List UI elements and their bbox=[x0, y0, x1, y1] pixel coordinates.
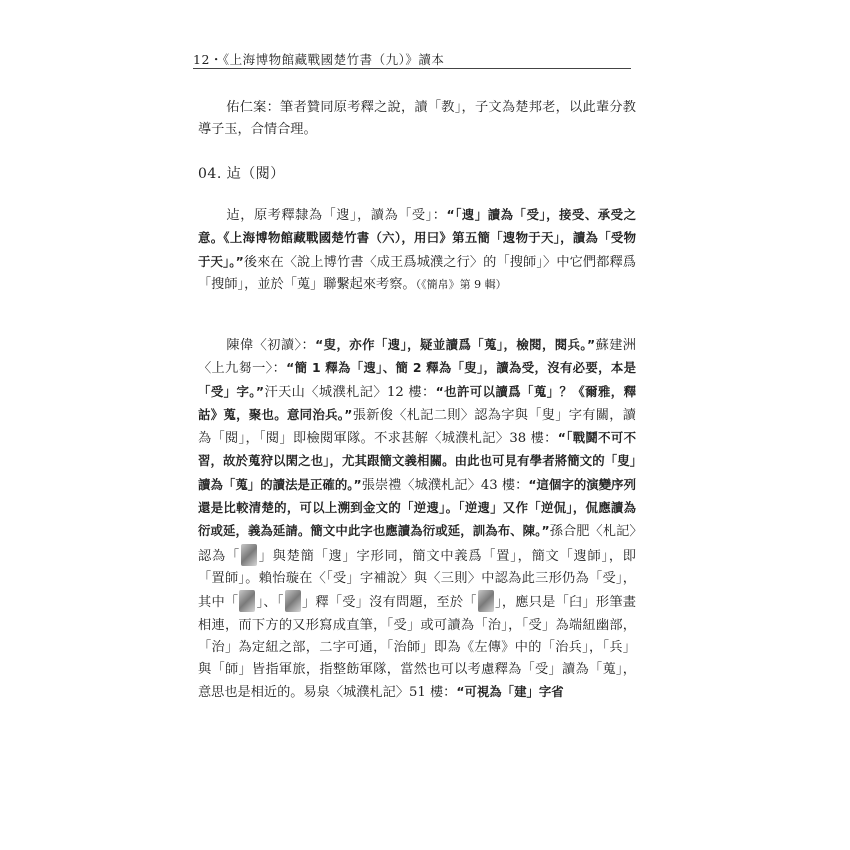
paragraph-3 bbox=[198, 334, 636, 705]
paragraph-2 bbox=[198, 204, 636, 296]
p3-text-c: 汗天山〈城濮札記〉12 樓： bbox=[264, 384, 436, 400]
p3-text-g: 」與楚簡「遚」字形同，簡文中義爲「置」，簡文「遚師」，即「置師」。賴怡璇在〈「受」字補說〉與〈三則〉中認為此三形仍為「受」，其中「 bbox=[198, 548, 636, 611]
p3-quote-3: “也許可以讀爲「蒐」？《爾雅，釋詁》蒐，聚也。意同治兵。” bbox=[198, 383, 636, 422]
p3-text-h: 」、「 bbox=[256, 595, 284, 611]
p3-quote-4: “「戰鬪不可不習，故於蒐狩以閑之也」，尤其跟簡文義相關。由此也可見有學者將簡文的「叟」讀為「蒐」的讀法是正確的。” bbox=[198, 430, 636, 492]
bamboo-slip-character-image-2 bbox=[239, 590, 255, 612]
p3-text-a: 陳偉〈初讀〉： bbox=[226, 338, 316, 353]
p3-text-d: 張新俊〈札記二則〉認為字與「叟」字有關，讀為「閱」，「閱」即檢閱軍隊。不求甚解〈城濮札記〉38 樓： bbox=[198, 407, 636, 447]
p3-quote-5: “這個字的演變序列還是比較清楚的，可以上溯到金文的「逆遚」。「逆遚」又作「逆侃」，侃應讀為衍或延，義為延請。簡文中此字也應讀為衍或延，訓為布、陳。” bbox=[198, 476, 636, 539]
section1-text: 佑仁案：筆者贊同原考釋之說，讀「教」，子文為楚邦老，以此輩分教導子玉，合情合理。 bbox=[198, 100, 636, 138]
p2-note: （《簡帛》第 9 輯） bbox=[415, 277, 507, 291]
header-rule bbox=[193, 68, 631, 69]
p3-quote-2: “簡 1 釋為「遚」、簡 2 釋為「叟」，讀為受，沒有必要，本是「受」字。” bbox=[198, 360, 636, 399]
p3-text-f: 孫合肥〈札記〉認為「 bbox=[198, 524, 636, 564]
p3-text-e: 張崇禮〈城濮札記〉43 樓： bbox=[361, 477, 529, 493]
p2-text-b: 後來在〈說上博竹書〈成王爲城濮之行〉的「搜師」〉中它們都釋爲「搜師」，並於「蒐」聯繫起來考察。 bbox=[198, 254, 636, 292]
p2-text-a: 迠，原考釋隸為「遚」，讀為「受」： bbox=[226, 208, 447, 223]
p3-quote-6: “可視為「建」字省 bbox=[456, 684, 564, 700]
running-header: 12・《上海博物館藏戰國楚竹書（九）》讀本 bbox=[193, 52, 445, 67]
p3-quote-1: “叟，亦作「遚」，疑並讀爲「蒐」，檢閱，閱兵。” bbox=[315, 337, 596, 352]
bamboo-slip-character-image-4 bbox=[478, 590, 494, 612]
p2-quote-1: “「遚」讀為「受」，接受、承受之意。《上海博物館藏戰國楚竹書（六），用曰》第五簡「遚物于天」，讀為「受物于天」。” bbox=[198, 207, 636, 269]
section-heading: 04. 迠（閱） bbox=[198, 166, 285, 182]
section1-paragraph bbox=[198, 97, 636, 142]
p3-text-j: 」，應只是「臼」形筆畫相連，而下方的又形寫成直筆，「受」或可讀為「治」，「受」為端紐幽部，「治」為定紐之部，二字可通，「治師」即為《左傳》中的「治兵」，「兵」與「師」皆指軍旅，指整飭軍隊，當然也可以考慮釋為「受」讀為「蒐」，意思也是相近的。易泉〈城濮札記〉51 樓： bbox=[198, 595, 636, 701]
bamboo-slip-character-image-1 bbox=[241, 544, 257, 566]
p3-text-b: 蘇建洲〈上九芻一〉： bbox=[198, 338, 636, 377]
bamboo-slip-character-image-3 bbox=[285, 590, 301, 612]
p3-text-i: 」釋「受」沒有問題，至於「 bbox=[301, 595, 477, 611]
